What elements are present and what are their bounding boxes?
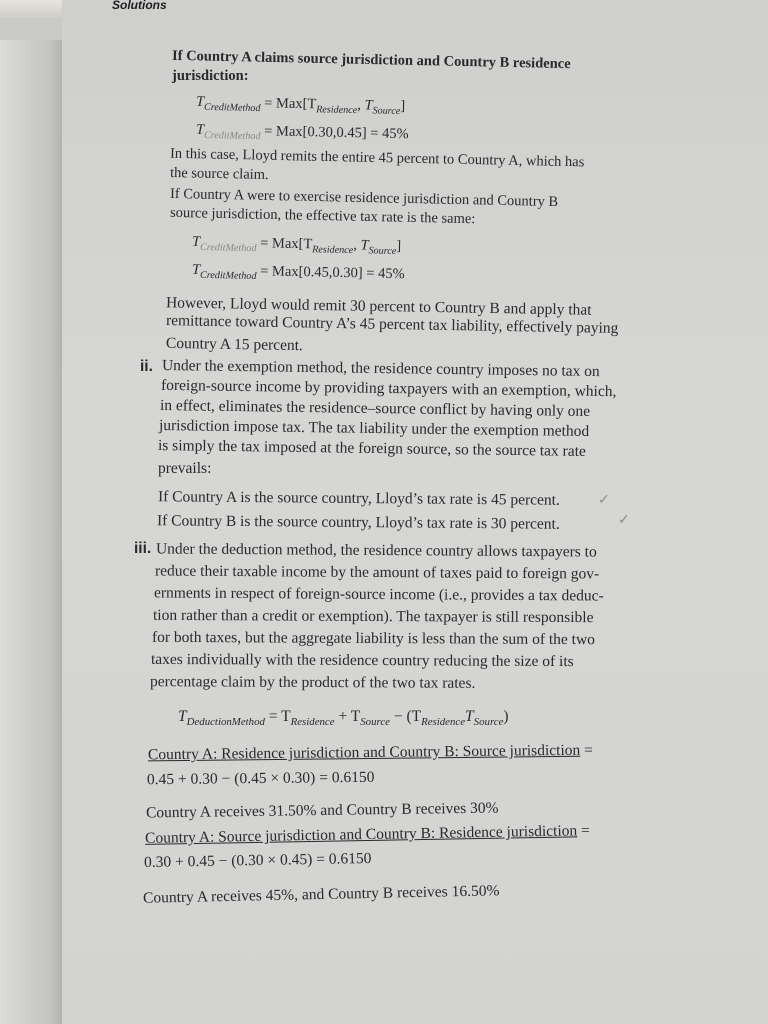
pencil-check-icon: ✓ xyxy=(618,513,630,528)
paragraph-2-line-1: If Country A were to exercise residence jurisdiction and Country B xyxy=(169,185,559,211)
part-ii-line-1: Under the exemption method, the residence country imposes no tax on xyxy=(161,356,600,381)
part-ii-line-6: prevails: xyxy=(158,460,212,477)
formula-deduction-method: $T_{DeductionMethod} = T_{Residence} + T_{Source} - (T_{Residence}T_{Source})$ xyxy=(178,708,509,729)
exemption-case-a: If Country A is the source country, Lloyd’s tax rate is 45 percent. xyxy=(157,488,560,509)
intro-line-2: jurisdiction: xyxy=(172,68,249,84)
part-iii-line-2: reduce their taxable income by the amount of taxes paid to foreign gov- xyxy=(154,562,600,583)
formula-credit-general-2: $T_{CreditMethod} = Max[T_{Residence}$, $T_{Source}$] xyxy=(191,233,402,257)
paragraph-3-line-2: remittance toward Country A’s 45 percent tax liability, effectively paying xyxy=(165,312,619,337)
scenario-1-heading: Country A: Residence jurisdiction and Country B: Source jurisdiction = xyxy=(147,741,593,764)
formula-credit-values-2: $T_{CreditMethod} = Max[0.45,0.30] = 45\%$ xyxy=(191,261,405,283)
part-iii-line-5: for both taxes, but the aggregate liability is less than the sum of the two xyxy=(151,628,595,649)
paragraph-2-line-2: source jurisdiction, the effective tax rate is the same: xyxy=(169,204,476,228)
part-ii-marker: ii. xyxy=(140,358,153,375)
part-iii-marker: iii. xyxy=(134,540,152,557)
intro-line-1: If Country A claims source jurisdiction and Country B residence xyxy=(171,47,571,73)
scenario-1-result: Country A receives 31.50% and Country B receives 30% xyxy=(145,799,499,822)
part-iii-line-4: tion rather than a credit or exemption). The taxpayer is still responsible xyxy=(152,606,594,627)
formula-credit-values-1: $T_{CreditMethod} = Max[0.30,0.45] = 45\%$ xyxy=(195,121,409,143)
part-ii-line-3: in effect, eliminates the residence–source conflict by having only one xyxy=(159,396,591,421)
scenario-2-calculation: 0.30 + 0.45 − (0.30 × 0.45) = 0.6150 xyxy=(143,850,372,871)
paragraph-3-line-3: Country A 15 percent. xyxy=(165,334,304,355)
scenario-2-heading: Country A: Source jurisdiction and Country B: Residence jurisdiction = xyxy=(144,822,590,847)
paragraph-1-line-2: the source claim. xyxy=(169,164,269,184)
paragraph-1-line-1: In this case, Lloyd remits the entire 45 percent to Country A, which has xyxy=(169,145,585,171)
part-ii-line-2: foreign-source income by providing taxpayers with an exemption, which, xyxy=(160,376,617,401)
part-iii-line-7: percentage claim by the product of the two tax rates. xyxy=(149,673,476,692)
part-iii-line-6: taxes individually with the residence country reducing the size of its xyxy=(150,650,574,671)
pencil-check-icon: ✓ xyxy=(598,493,610,508)
scenario-2-result: Country A receives 45%, and Country B receives 16.50% xyxy=(142,882,500,907)
part-iii-line-1: Under the deduction method, the residence country allows taxpayers to xyxy=(155,540,597,561)
part-ii-line-5: is simply the tax imposed at the foreign source, so the source tax rate xyxy=(157,437,586,460)
part-ii-line-4: jurisdiction impose tax. The tax liability under the exemption method xyxy=(158,416,590,441)
part-iii-line-3: ernments in respect of foreign-source income (i.e., provides a tax deduc- xyxy=(153,584,604,605)
running-header: Solutions xyxy=(112,0,167,12)
scenario-1-calculation: 0.45 + 0.30 − (0.45 × 0.30) = 0.6150 xyxy=(146,768,375,789)
formula-credit-general: $T_{CreditMethod} = Max[T_{Residence}$, $T_{Source}$] xyxy=(195,93,406,117)
exemption-case-b: If Country B is the source country, Lloyd’s tax rate is 30 percent. xyxy=(156,512,560,533)
paragraph-3-line-1: However, Lloyd would remit 30 percent to Country B and apply that xyxy=(165,294,592,319)
